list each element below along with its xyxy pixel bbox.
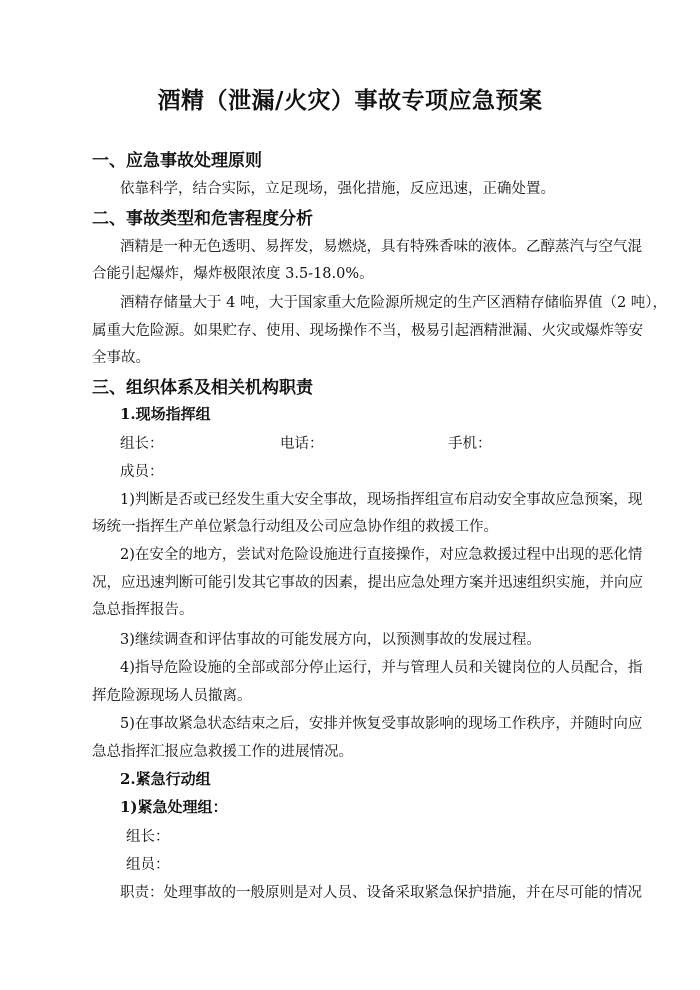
phone-label: 电话： — [280, 436, 324, 452]
command-item5-line2: 急总指挥汇报应急救援工作的进展情况。 — [92, 744, 353, 760]
analysis-p1-line1: 酒精是一种无色透明、易挥发，易燃烧，具有特殊香味的液体。乙醇蒸汽与空气混 — [120, 239, 642, 255]
command-item2-line1: 2)在安全的地方，尝试对危险设施进行直接操作，对应急救援过程中出现的恶化情 — [120, 547, 643, 563]
emergency-members-label: 组员： — [126, 857, 170, 873]
members-label: 成员： — [120, 464, 164, 480]
command-item4-line1: 4)指导危险设施的全部或部分停止运行，并与管理人员和关键岗位的人员配合，指 — [120, 660, 643, 676]
principles-text: 依靠科学，结合实际，立足现场，强化措施，反应迅速，正确处置。 — [120, 181, 555, 197]
document-title: 酒精（泄漏/火灾）事故专项应急预案 — [157, 87, 543, 114]
analysis-p1-line2: 合能引起爆炸，爆炸极限浓度 3.5-18.0%。 — [92, 266, 374, 282]
analysis-p2-line1: 酒精存储量大于 4 吨，大于国家重大危险源所规定的生产区酒精存储临界值（2 吨）， — [120, 295, 668, 311]
command-item5-line1: 5)在事故紧急状态结束之后，安排并恢复受事故影响的现场工作秩序，并随时向应 — [120, 716, 643, 732]
emergency-duty-line1: 职责：处理事故的一般原则是对人员、设备采取紧急保护措施，并在尽可能的情况 — [120, 885, 642, 901]
section-heading-principles: 一、应急事故处理原则 — [92, 151, 262, 171]
command-item1-line2: 场统一指挥生产单位紧急行动组及公司应急协作组的救援工作。 — [92, 519, 498, 535]
command-item3: 3)继续调查和评估事故的可能发展方向，以预测事故的发展过程。 — [120, 632, 541, 648]
command-item1-line1: 1)判断是否或已经发生重大安全事故，现场指挥组宣布启动安全事故应急预案，现 — [120, 492, 643, 508]
subsection-heading-action: 2.紧急行动组 — [120, 770, 211, 788]
command-item2-line3: 急总指挥报告。 — [92, 602, 194, 618]
analysis-p2-line2: 属重大危险源。如果贮存、使用、现场操作不当，极易引起酒精泄漏、火灾或爆炸等安 — [92, 323, 643, 339]
emergency-leader-label: 组长： — [126, 829, 170, 845]
command-item2-line2: 况，应迅速判断可能引发其它事故的因素，提出应急处理方案并迅速组织实施，并向应 — [92, 575, 643, 591]
section-heading-organization: 三、组织体系及相关机构职责 — [92, 378, 313, 398]
leader-label: 组长： — [120, 436, 164, 452]
mobile-label: 手机： — [448, 436, 492, 452]
analysis-p2-line3: 全事故。 — [92, 350, 150, 366]
command-item4-line2: 挥危险源现场人员撤离。 — [92, 688, 252, 704]
section-heading-analysis: 二、事故类型和危害程度分析 — [92, 209, 313, 229]
subsection-heading-command: 1.现场指挥组 — [120, 405, 211, 423]
group-heading-emergency: 1)紧急处理组： — [120, 798, 228, 816]
